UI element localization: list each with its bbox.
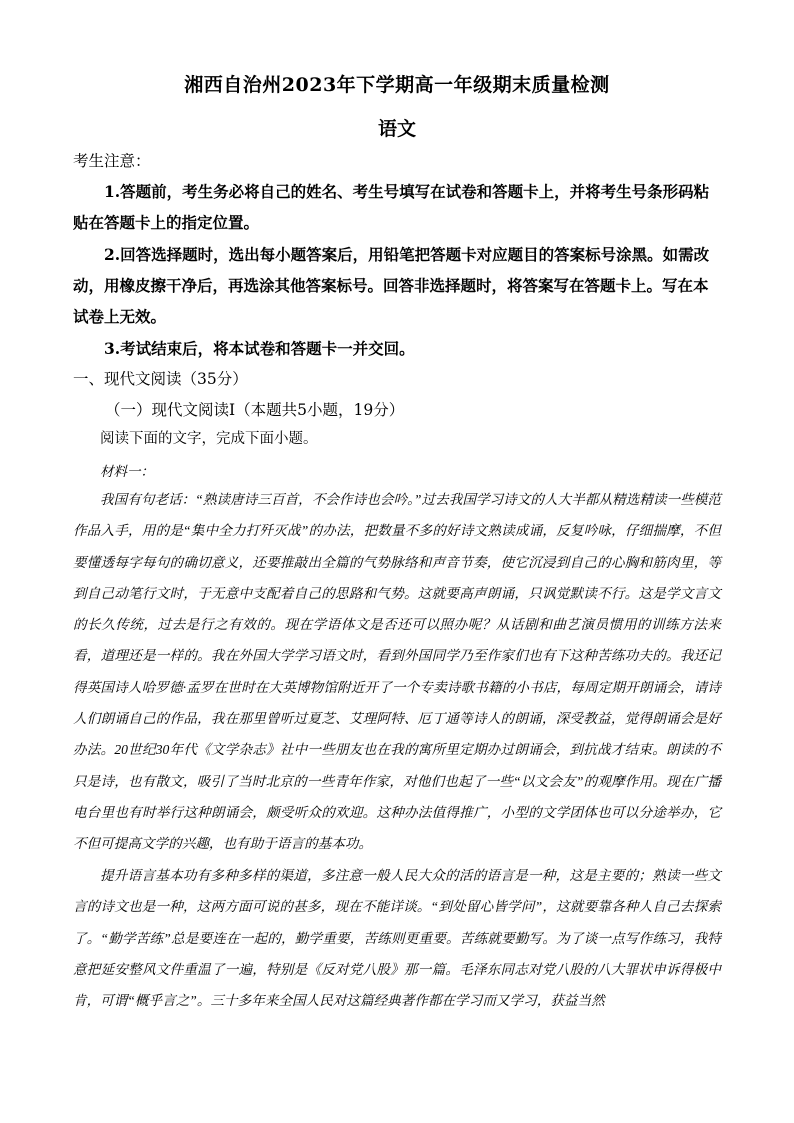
subsection-heading: （一）现代文阅读Ⅰ（本题共5小题，19分） — [105, 401, 405, 419]
notice-heading: 考生注意： — [73, 152, 151, 170]
reading-instruction: 阅读下面的文字，完成下面小题。 — [100, 431, 318, 447]
section-heading: 一、现代文阅读（35分） — [73, 370, 248, 388]
subject-title: 语文 — [377, 118, 416, 140]
notice-item-1: 1.答题前，考生务必将自己的姓名、考生号填写在试卷和答题卡上，并将考生号条形码粘贴在答题卡上的指定位置。 — [73, 182, 710, 232]
paragraph-2: 提升语言基本功有多种多样的渠道，多注意一般人民大众的活的语言是一种，这是主要的；熟读一些文言的诗文也是一种，这两方面可说的甚多，现在不能详谈。“到处留心皆学问”，这就要靠各种人自己去探索了。“勤学苦练”总是要连在一起的，勤学重要，苦练则更重要。苦练就要勤写。为了谈一点写作练习，我特意把延安整风文件重温了一遍，特别是《反对党八股》那一篇。毛泽东同志对党八股的八大罪状申诉得极中肯，可谓“概乎言之”。三十多年来全国人民对这篇经典著作都在学习而又学习，获益当然 — [73, 868, 721, 1009]
paragraph-1: 我国有句老话：“熟读唐诗三百首，不会作诗也会吟。”过去我国学习诗文的人大半都从精选精读一些模范作品入手，用的是“集中全力打歼灭战”的办法，把数量不多的好诗文熟读成诵，反复吟咏，仔细揣摩，不但要懂透每字每句的确切意义，还要推敲出全篇的气势脉络和声音节奏，使它沉浸到自己的心胸和筋肉里，等到自己动笔行文时，于无意中支配着自己的思路和气势。这就要高声朗诵，只讽觉默读不行。这是学文言文的长久传统，过去是行之有效的。现在学语体文是否还可以照办呢？从话剧和曲艺演员惯用的训练方法来看，道理还是一样的。我在外国大学学习语文时，看到外国同学乃至作家们也有下这种苦练功夫的。我还记得英国诗人哈罗德·孟罗在世时在大英博物馆附近开了一个专卖诗歌书籍的小书店，每周定期开朗诵会，请诗人们朗诵自己的作品，我在那里曾听过夏芝、艾理阿特、厄丁通等诗人的朗诵，深受教益，觉得朗诵会是好办法。20世纪30年代《文学杂志》社中一些朋友也在我的寓所里定期办过朗诵会，到抗战才结束。朗读的不只是诗，也有散文，吸引了当时北京的一些青年作家，对他们也起了一些“以文会友”的观摩作用。现在广播电台里也有时举行这种朗诵会，颇受听众的欢迎。这种办法值得推广，小型的文学团体也可以分途举办，它不但可提高文学的兴趣，也有助于语言的基本功。 — [73, 492, 721, 852]
notice-item-2: 2.回答选择题时，选出每小题答案后，用铅笔把答题卡对应题目的答案标号涂黑。如需改动，用橡皮擦干净后，再选涂其他答案标号。回答非选择题时，将答案写在答题卡上。写在本试卷上无效。 — [73, 245, 710, 326]
notice-item-3: 3.考试结束后，将本试卷和答题卡一并交回。 — [104, 339, 415, 358]
exam-title: 湘西自治州2023年下学期高一年级期末质量检测 — [184, 74, 610, 96]
material-label: 材料一： — [100, 464, 154, 479]
